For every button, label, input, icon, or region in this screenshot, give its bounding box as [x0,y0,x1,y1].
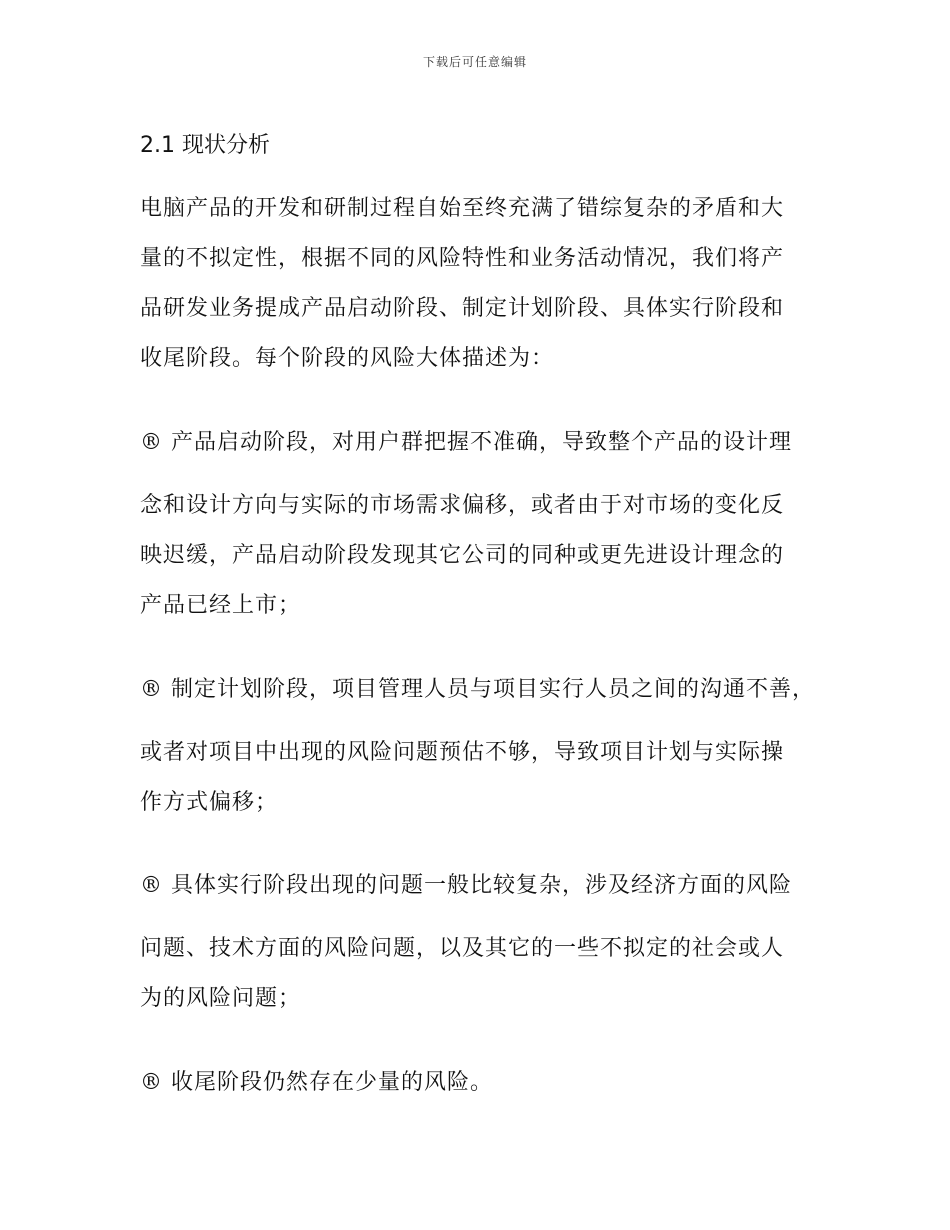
page-header-note: 下载后可任意编辑 [422,55,527,69]
paragraph-line: ® 具体实行阶段出现的问题一般比较复杂，涉及经济方面的风险 [140,873,792,898]
paragraph-line: 量的不拟定性，根据不同的风险特性和业务活动情况，我们将产 [140,246,785,271]
paragraph-line: 念和设计方向与实际的市场需求偏移，或者由于对市场的变化反 [140,493,785,518]
paragraph-line: ® 产品启动阶段，对用户群把握不准确，导致整个产品的设计理 [140,430,792,455]
paragraph-line: 品研发业务提成产品启动阶段、制定计划阶段、具体实行阶段和 [140,296,785,321]
paragraph-line: ® 制定计划阶段，项目管理人员与项目实行人员之间的沟通不善， [140,677,815,702]
paragraph-line: 为的风险问题； [140,986,302,1011]
paragraph-line: 产品已经上市； [140,593,302,618]
paragraph-line: 电脑产品的开发和研制过程自始至终充满了错综复杂的矛盾和大 [140,196,785,221]
paragraph-line: 问题、技术方面的风险问题，以及其它的一些不拟定的社会或人 [140,936,785,961]
section-title: 2.1 现状分析 [140,133,270,158]
paragraph-line: 作方式偏移； [140,790,279,815]
paragraph-line: 或者对项目中出现的风险问题预估不够，导致项目计划与实际操 [140,740,785,765]
paragraph-line: 收尾阶段。每个阶段的风险大体描述为： [140,346,555,371]
paragraph-line: 映迟缓，产品启动阶段发现其它公司的同种或更先进设计理念的 [140,543,785,568]
paragraph-line: ® 收尾阶段仍然存在少量的风险。 [140,1070,493,1095]
